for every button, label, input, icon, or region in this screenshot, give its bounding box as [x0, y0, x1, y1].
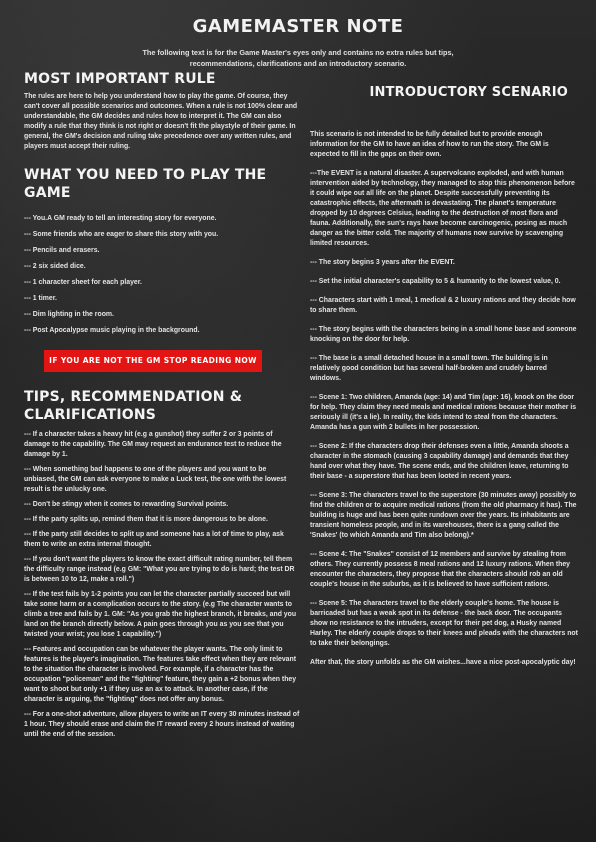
- tips-heading: TIPS, RECOMMENDATION & CLARIFICATIONS: [24, 389, 243, 423]
- page-title: GAMEMASTER NOTE: [192, 16, 404, 37]
- tip-item: --- When something bad happens to one of the players and you want to be unbiased, the GM can ask everyone to make a Luck test, the one with the lowest result is the unlucky one.: [24, 466, 287, 493]
- need-item: --- 1 timer.: [24, 295, 57, 302]
- tip-item: --- Features and occupation can be whatever the player wants. The only limit to features is the player's imagination. The features take effect when they are relevant to the situation the character is involved. For example, if a character has the occupation "policeman" and the "fighting" feature, they gain a +2 bonus when they want to shoot but only +1 if they use an ax to attack. In another case, if the character is arguing, the "fighting" does not offer any bonus.: [24, 646, 297, 703]
- rules-heading: MOST IMPORTANT RULE: [24, 71, 216, 87]
- left-column: [24, 70, 300, 745]
- tips-list: [24, 430, 300, 740]
- warning-banner: IF YOU ARE NOT THE GM STOP READING NOW: [44, 350, 262, 372]
- scenario-text: [310, 130, 578, 668]
- scenario-paragraph: --- Scene 5: The characters travel to the elderly couple's home. The house is barricaded but has a weak spot in its defense - the back door. The occupants show no resistance to the intruders, except for their pet dog, a Husky named Harley. The elderly couple drops to their knees and pleads with the characters not to take their belongings.: [310, 600, 578, 647]
- scenario-paragraph: --- Scene 4: The "Snakes" consist of 12 members and survive by stealing from others. They currently possess 8 meal rations and 12 luxury rations. When they encounter the characters, they propose that the characters should rob an old couple's house in the suburbs, as it is believed to have sufficient rations.: [310, 551, 571, 588]
- need-item: --- Dim lighting in the room.: [24, 311, 114, 318]
- scenario-paragraph: --- The base is a small detached house in a small town. The building is in relatively good condition but has several half-broken and crudely barred windows.: [310, 355, 548, 382]
- need-item: --- Post Apocalypse music playing in the background.: [24, 327, 200, 334]
- scenario-heading: INTRODUCTORY SCENARIO: [369, 85, 568, 100]
- tip-item: --- For a one-shot adventure, allow players to write an IT every 30 minutes instead of 1 hour. They should erase and claim the IT reward every 2 hours instead of waiting until the end of the session.: [24, 711, 300, 738]
- need-heading: WHAT YOU NEED TO PLAY THE GAME: [24, 167, 267, 201]
- tip-item: --- If the party splits up, remind them that it is more dangerous to be alone.: [24, 516, 268, 523]
- right-column: [310, 84, 578, 677]
- tip-item: --- If the test fails by 1-2 points you can let the character partially succeed but will take some harm or a complication occurs to the story. (e.g The character wants to climb a tree and fails by 1. GM: "As you grab the highest branch, it breaks, and you land on the branch directly below. A pain goes through you as you see that you twisted your wrist; you lose 1 capability."): [24, 591, 297, 638]
- scenario-paragraph: This scenario is not intended to be fully detailed but to provide enough information for the GM to have an idea of how to run the story. The GM is expected to fill in the gaps on their own.: [310, 131, 549, 158]
- scenario-paragraph: ---The EVENT is a natural disaster. A supervolcano exploded, and with human intervention aided by technology, they managed to stop this phenomenon before it could wipe out all life on the planet. Despite successfully preventing its catastrophic effects, the aftermath is devastating. The planet's temperature dropped by 10 degrees Celsius, leading to the destruction of most flora and fauna. Additionally, the sun's rays have become carcinogenic, posing as much danger as the bitter cold. The majority of humans now survive by scavenging limited resources.: [310, 170, 575, 247]
- scenario-paragraph: --- Set the initial character's capability to 5 & humanity to the lowest value, 0.: [310, 278, 561, 285]
- need-list: [24, 214, 300, 336]
- need-item: --- You.A GM ready to tell an interesting story for everyone.: [24, 215, 217, 222]
- scenario-paragraph: After that, the story unfolds as the GM wishes...have a nice post-apocalyptic day!: [310, 659, 576, 666]
- scenario-paragraph: --- Characters start with 1 meal, 1 medical & 2 luxury rations and they decide how to share them.: [310, 297, 576, 314]
- scenario-paragraph: --- The story begins 3 years after the EVENT.: [310, 259, 455, 266]
- scenario-paragraph: --- The story begins with the characters being in a small home base and someone knocking on the door for help.: [310, 326, 577, 343]
- need-item: --- 1 character sheet for each player.: [24, 279, 142, 286]
- tip-item: --- If the party still decides to split up and someone has a lot of time to play, ask them to write an extra internal thought.: [24, 531, 284, 548]
- scenario-paragraph: --- Scene 2: If the characters drop their defenses even a little, Amanda shoots a character in the stomach (causing 3 capability damage) and demands that they hand over what they have. The scene ends, and the children leave, returning to their base - a superstore that has been looted in recent years.: [310, 443, 569, 480]
- need-item: --- Some friends who are eager to share this story with you.: [24, 231, 219, 238]
- rules-text: The rules are here to help you understand how to play the game. Of course, they can't cover all possible scenarios and outcomes. When a rule is not 100% clear and understandable, the GM decides and rules how to interpret it. The GM can also modify a rule that they think is not right or doesn't fit the playstyle of their game. In general, the GM's decision and ruling take precedence over any written rules, and players must accept their ruling.: [24, 93, 298, 150]
- need-item: --- 2 six sided dice.: [24, 263, 86, 270]
- intro-text: The following text is for the Game Master's eyes only and contains no extra rules but tips, recommendations, clarifications and an introductory scenario.: [142, 48, 454, 68]
- scenario-paragraph: --- Scene 1: Two children, Amanda (age: 14) and Tim (age: 16), knock on the door for help. They claim they need meals and medical rations because their mother is seriously ill (it's a lie). In reality, the kids intend to steal from the characters. Amanda has a gun with 2 bullets in her possession.: [310, 394, 577, 431]
- scenario-paragraph: --- Scene 3: The characters travel to the superstore (30 minutes away) possibly to find the children or to acquire medical rations (from the old pharmacy it has). The building is huge and has been quite rundown over the years. Its inhabitants are transient homeless people, and in its warehouses, there is a gang called the 'Snakes' (to which Amanda and Tim also belong).*: [310, 492, 577, 539]
- tip-item: --- Don't be stingy when it comes to rewarding Survival points.: [24, 501, 229, 508]
- tip-item: --- If you don't want the players to know the exact difficult rating number, tell them the difficulty range instead (e.g GM: "What you are trying to do is hard; the test DR is between 10 to 12, make a roll."): [24, 556, 295, 583]
- tip-item: --- If a character takes a heavy hit (e.g a gunshot) they suffer 2 or 3 points of damage to the capability. The GM may request an endurance test to reduce the damage by 1.: [24, 431, 282, 458]
- need-item: --- Pencils and erasers.: [24, 247, 100, 254]
